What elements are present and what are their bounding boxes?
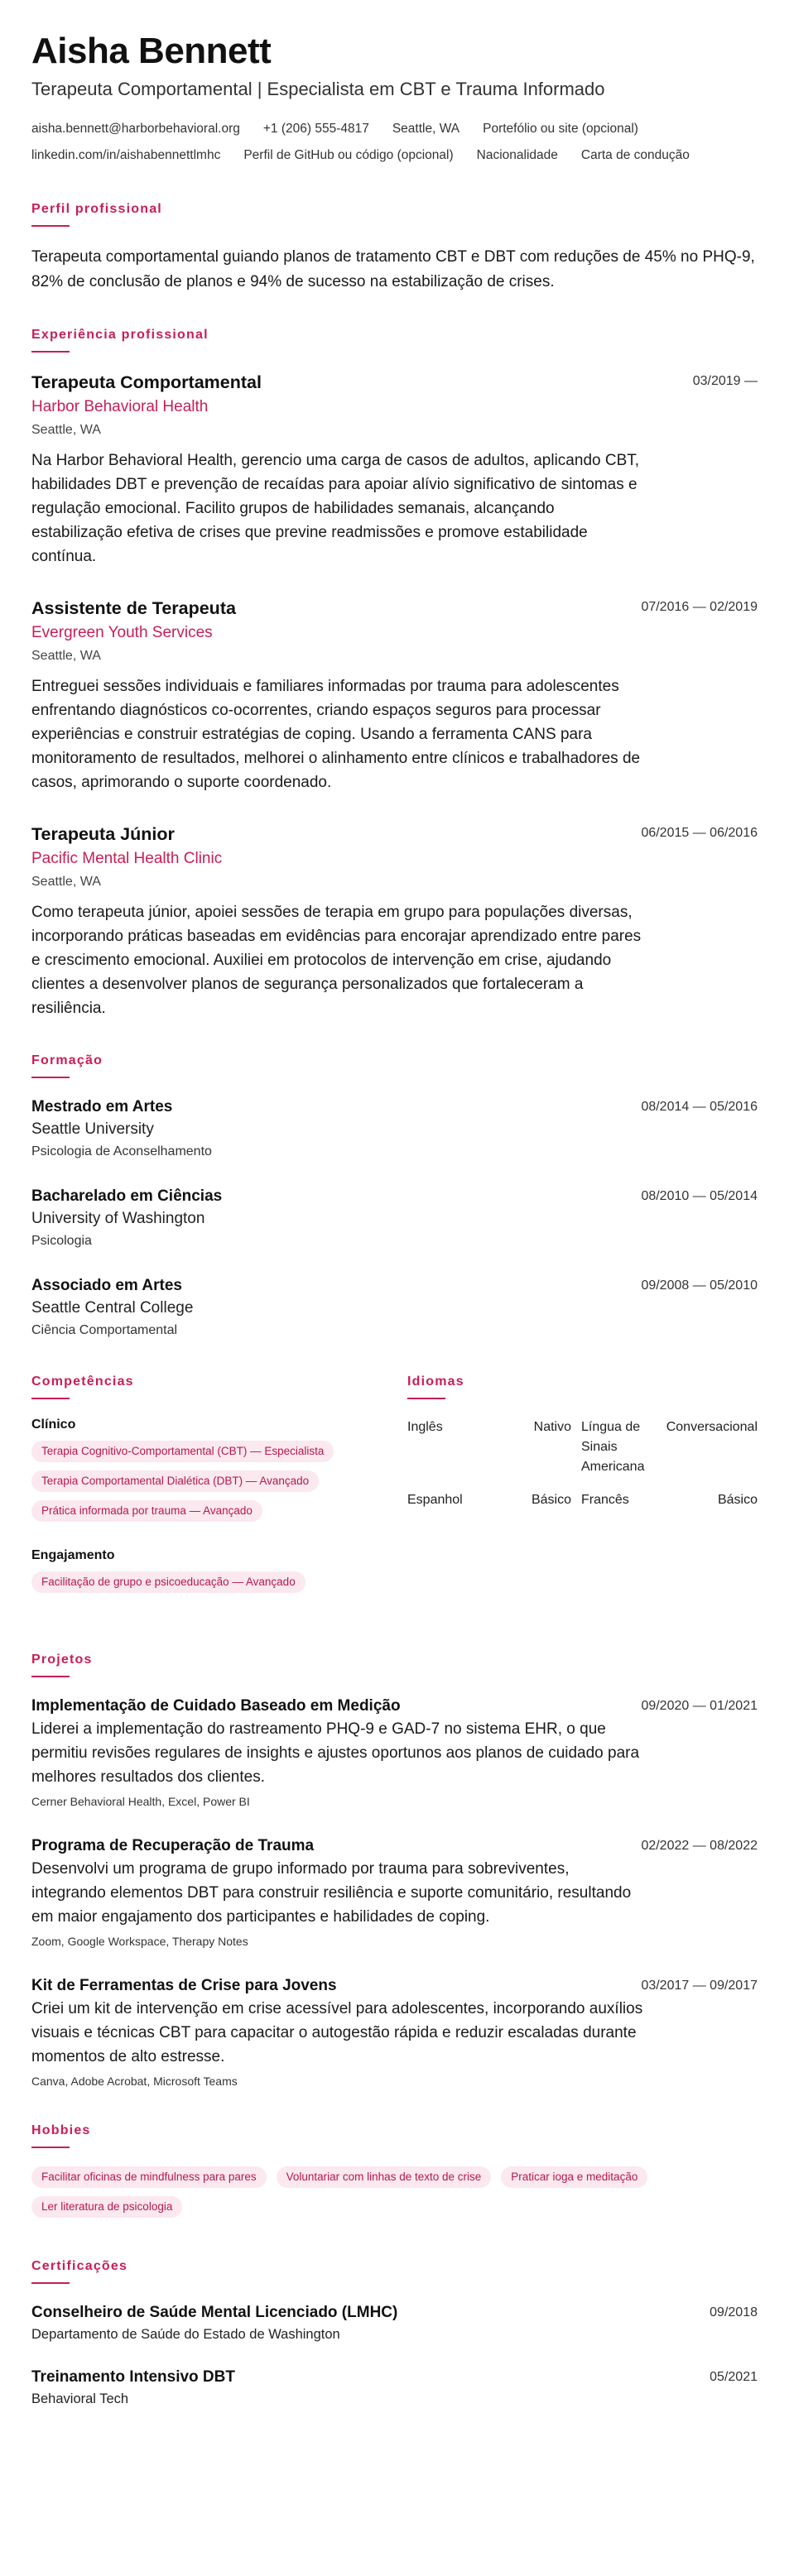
- project-name: Implementação de Cuidado Baseado em Medição: [31, 1697, 401, 1715]
- contact-location: Seattle, WA: [392, 122, 460, 136]
- hobby-tag: Voluntariar com linhas de texto de crise: [277, 2166, 492, 2188]
- contact-email[interactable]: aisha.bennett@harborbehavioral.org: [31, 122, 240, 136]
- contact-linkedin[interactable]: linkedin.com/in/aishabennettlmhc: [31, 148, 221, 162]
- certification-date: 09/2018: [710, 2305, 758, 2319]
- project-dates: 02/2022 — 08/2022: [641, 1839, 758, 1853]
- skill-tag: Facilitação de grupo e psicoeducação — Avançado: [31, 1571, 305, 1593]
- project-description: Desenvolvi um programa de grupo informado por trauma para sobreviventes, integrando elementos DBT para construir resiliência e suporte comunitário, resultando em maior engajamento dos participantes e habilidades de coping.: [31, 1860, 632, 1926]
- language-name: Francês: [581, 1493, 629, 1507]
- job-dates: 03/2019 —: [692, 374, 758, 388]
- profile-summary: Terapeuta comportamental guiando planos de tratamento CBT e DBT com reduções de 45% no PHQ-9, 82% de conclusão de planos e 94% de sucesso na estabilização de crises.: [31, 248, 755, 290]
- company-name: Evergreen Youth Services: [31, 624, 213, 641]
- school-name: University of Washington: [31, 1210, 205, 1227]
- job-description: Na Harbor Behavioral Health, gerencio uma carga de casos de adultos, aplicando CBT, habilidades DBT e prevenção de recaídas para apoiar alívio significativo de sintomas e regulação emocional. Facilito grupos de habilidades semanais, alcançando estabilização efetiva de crises que previne readmissões e promove estabilidade contínua.: [31, 452, 640, 565]
- skill-group-title: Engajamento: [31, 1548, 115, 1562]
- project-entry: [31, 1835, 758, 1950]
- job-dates: 06/2015 — 06/2016: [641, 826, 758, 840]
- school-name: Seattle Central College: [31, 1299, 194, 1317]
- experience-section: [31, 328, 758, 1020]
- project-entry: [31, 1975, 758, 2090]
- language-name: Inglês: [407, 1420, 443, 1434]
- project-entry: [31, 1696, 758, 1811]
- section-title: Certificações: [31, 2259, 128, 2273]
- hobbies-section: [31, 2123, 758, 2226]
- school-name: Seattle University: [31, 1120, 154, 1138]
- certification-entry: [31, 2367, 758, 2410]
- project-description: Liderei a implementação do rastreamento PHQ-9 e GAD-7 no sistema EHR, o que permitiu revisões regulares de insights e ajustes oportunos aos planos de cuidado para melhores resultados dos clientes.: [31, 1720, 640, 1786]
- language-name: Espanhol: [407, 1493, 463, 1507]
- language-level: Nativo: [533, 1420, 571, 1434]
- section-divider: [31, 2282, 70, 2284]
- degree-name: Associado em Artes: [31, 1277, 182, 1294]
- education-dates: 08/2010 — 05/2014: [641, 1189, 758, 1203]
- certification-issuer: Behavioral Tech: [31, 2391, 129, 2406]
- skill-tag: Terapia Comportamental Dialética (DBT) — Avançado: [31, 1470, 319, 1492]
- job-location: Seattle, WA: [31, 423, 101, 437]
- contact-phone[interactable]: +1 (206) 555-4817: [262, 122, 369, 136]
- certifications-section: [31, 2259, 758, 2410]
- resume-header: [31, 30, 758, 169]
- company-name: Harbor Behavioral Health: [31, 398, 209, 415]
- contact-list: [31, 116, 758, 169]
- project-name: Kit de Ferramentas de Crise para Jovens: [31, 1977, 337, 1994]
- section-divider: [31, 2147, 70, 2148]
- certification-date: 05/2021: [710, 2370, 758, 2384]
- certification-issuer: Departamento de Saúde do Estado de Washington: [31, 2327, 340, 2342]
- project-description: Criei um kit de intervenção em crise acessível para adolescentes, incorporando auxílios visuais e técnicas CBT para capacitar o autogestão rápida e reduzir escaladas durante momentos de alto estresse.: [31, 2000, 643, 2065]
- section-divider: [31, 225, 70, 227]
- field-of-study: Ciência Comportamental: [31, 1323, 178, 1337]
- job-title: Terapeuta Júnior: [31, 824, 175, 844]
- project-tools: Cerner Behavioral Health, Excel, Power BI: [31, 1795, 250, 1808]
- company-name: Pacific Mental Health Clinic: [31, 850, 223, 867]
- section-title: Idiomas: [407, 1374, 464, 1389]
- candidate-headline: Terapeuta Comportamental | Especialista em CBT e Trauma Informado: [31, 79, 605, 99]
- project-tools: Canva, Adobe Acrobat, Microsoft Teams: [31, 2075, 238, 2088]
- section-title: Hobbies: [31, 2123, 91, 2137]
- project-tools: Zoom, Google Workspace, Therapy Notes: [31, 1935, 248, 1948]
- languages-section: [407, 1374, 758, 1619]
- language-level: Básico: [717, 1493, 758, 1507]
- field-of-study: Psicologia de Aconselhamento: [31, 1144, 212, 1158]
- education-entry: [31, 1275, 758, 1341]
- certification-name: Treinamento Intensivo DBT: [31, 2368, 235, 2386]
- certification-name: Conselheiro de Saúde Mental Licenciado (LMHC): [31, 2304, 398, 2321]
- section-title: Competências: [31, 1374, 134, 1389]
- section-divider: [31, 1077, 70, 1078]
- skills-section: [31, 1374, 407, 1619]
- section-divider: [31, 351, 70, 353]
- section-title: Perfil profissional: [31, 202, 162, 216]
- project-dates: 09/2020 — 01/2021: [641, 1699, 758, 1713]
- contact-github[interactable]: Perfil de GitHub ou código (opcional): [243, 148, 454, 162]
- contact-nationality: Nacionalidade: [476, 148, 558, 162]
- language-level: Conversacional: [666, 1420, 758, 1434]
- education-entry: [31, 1186, 758, 1252]
- candidate-name: Aisha Bennett: [31, 31, 272, 71]
- skill-tag: Terapia Cognitivo-Comportamental (CBT) — Especialista: [31, 1441, 334, 1462]
- profile-section: [31, 202, 758, 295]
- section-divider: [407, 1398, 445, 1399]
- job-title: Assistente de Terapeuta: [31, 598, 236, 618]
- section-divider: [31, 1398, 70, 1399]
- hobby-tag: Praticar ioga e meditação: [501, 2166, 647, 2188]
- section-divider: [31, 1676, 70, 1677]
- contact-portfolio[interactable]: Portefólio ou site (opcional): [483, 122, 638, 136]
- job-description: Como terapeuta júnior, apoiei sessões de terapia em grupo para populações diversas, incorporando práticas baseadas em evidências para encorajar aprendizado entre pares e crescimento emocional. Auxiliei em protocolos de intervenção em crise, ajudando clientes a desenvolver planos de segurança personalizados que fortaleceram a resiliência.: [31, 904, 642, 1017]
- field-of-study: Psicologia: [31, 1234, 92, 1248]
- contact-driving-license: Carta de condução: [580, 148, 690, 162]
- job-title: Terapeuta Comportamental: [31, 372, 262, 392]
- project-dates: 03/2017 — 09/2017: [641, 1979, 758, 1993]
- job-location: Seattle, WA: [31, 875, 101, 889]
- experience-entry: [31, 597, 758, 794]
- hobby-tag: Facilitar oficinas de mindfulness para pares: [31, 2166, 267, 2188]
- degree-name: Bacharelado em Ciências: [31, 1187, 223, 1205]
- project-name: Programa de Recuperação de Trauma: [31, 1837, 315, 1854]
- skill-group: [31, 1548, 407, 1601]
- job-description: Entreguei sessões individuais e familiares informadas por trauma para adolescentes enfrentando diagnósticos co-ocorrentes, criando espaços seguros para processar experiências e construir estratégias de coping. Usando a ferramenta CANS para monitoramento de resultados, melhorei o alinhamento entre clínicos e trabalhadores de casos, aprimorando o suporte coordenado.: [31, 678, 641, 791]
- education-entry: [31, 1096, 758, 1163]
- experience-entry: [31, 823, 758, 1020]
- projects-section: [31, 1653, 758, 2090]
- degree-name: Mestrado em Artes: [31, 1098, 173, 1115]
- section-title: Experiência profissional: [31, 328, 209, 342]
- certification-entry: [31, 2302, 758, 2345]
- skill-group-title: Clínico: [31, 1418, 76, 1432]
- job-dates: 07/2016 — 02/2019: [641, 600, 758, 614]
- experience-entry: [31, 371, 758, 568]
- education-section: [31, 1053, 758, 1341]
- skill-tag: Prática informada por trauma — Avançado: [31, 1500, 262, 1522]
- language-level: Básico: [531, 1493, 571, 1507]
- education-dates: 09/2008 — 05/2010: [641, 1278, 758, 1293]
- section-title: Formação: [31, 1053, 103, 1067]
- skill-group: [31, 1418, 407, 1530]
- language-name: Língua de Sinais Americana: [581, 1420, 645, 1474]
- hobby-tag: Ler literatura de psicologia: [31, 2196, 182, 2218]
- job-location: Seattle, WA: [31, 649, 101, 663]
- education-dates: 08/2014 — 05/2016: [641, 1100, 758, 1114]
- hobby-list: [31, 2166, 758, 2226]
- languages-grid: [407, 1418, 758, 1510]
- skills-languages-row: [31, 1374, 758, 1619]
- section-title: Projetos: [31, 1653, 93, 1667]
